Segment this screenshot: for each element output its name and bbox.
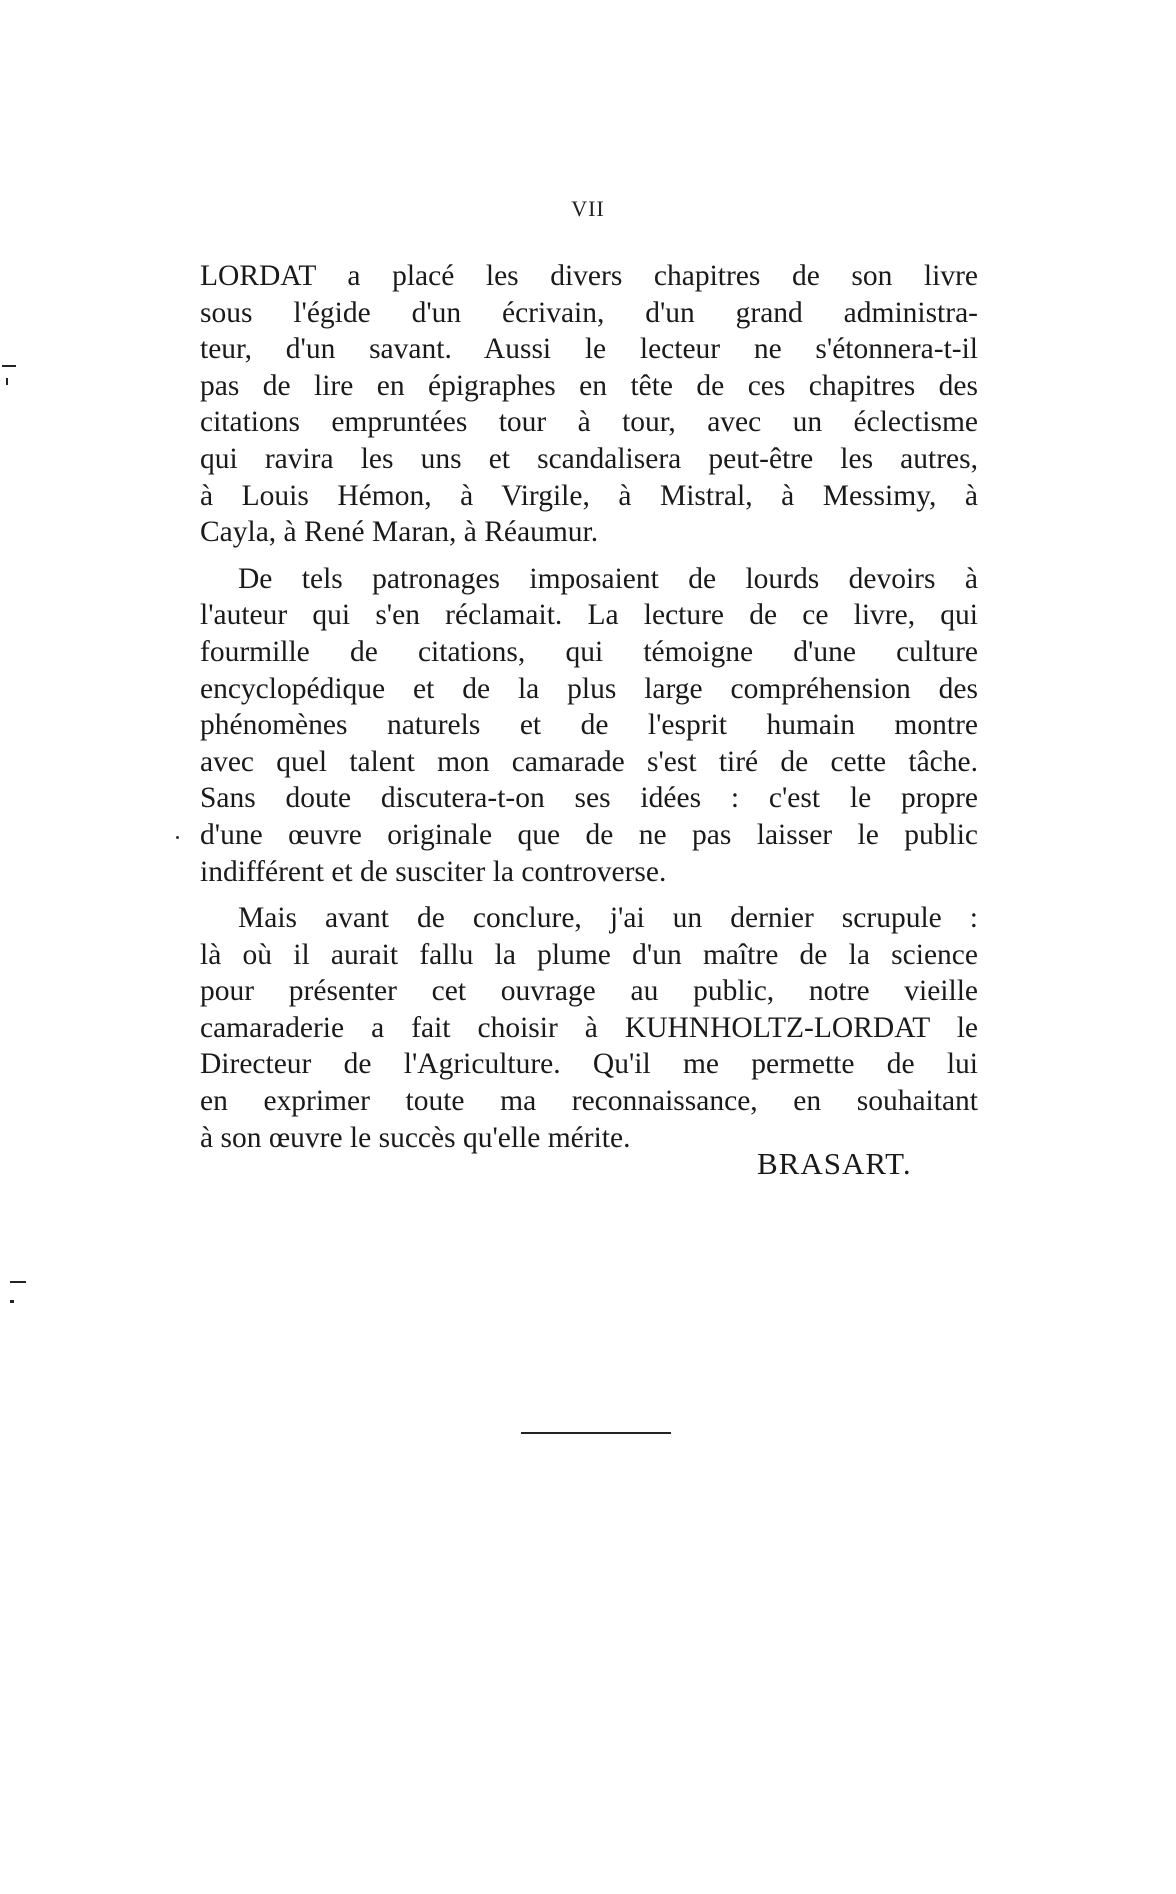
page-number: VII <box>571 196 605 221</box>
text-line: d'une œuvre originale que de ne pas laisser le public <box>200 818 978 851</box>
text-line: fourmille de citations, qui témoigne d'une culture <box>200 635 978 668</box>
text-line: encyclopédique et de la plus large compréhension des <box>200 672 978 705</box>
text-line: l'auteur qui s'en réclamait. La lecture de ce livre, qui <box>200 599 978 632</box>
text-line: De tels patronages imposaient de lourds devoirs à <box>238 562 978 595</box>
text-line: à Louis Hémon, à Virgile, à Mistral, à Messimy, à <box>200 479 978 512</box>
text-line: Directeur de l'Agriculture. Qu'il me permette de lui <box>200 1048 978 1081</box>
text-line: Mais avant de conclure, j'ai un dernier scrupule : <box>238 902 978 935</box>
margin-mark <box>10 1281 26 1283</box>
margin-dot <box>176 836 179 839</box>
text-line: teur, d'un savant. Aussi le lecteur ne s'étonnera-t-il <box>200 333 978 366</box>
text-line: Sans doute discutera-t-on ses idées : c'est le propre <box>200 782 978 815</box>
text-line: sous l'égide d'un écrivain, d'un grand administra- <box>200 296 978 329</box>
text-line: pas de lire en épigraphes en tête de ces chapitres des <box>200 369 978 402</box>
margin-mark <box>6 378 8 385</box>
signature: BRASART. <box>757 1146 912 1181</box>
margin-mark <box>10 1300 14 1303</box>
text-line: phénomènes naturels et de l'esprit humain montre <box>200 709 978 742</box>
text-line: à son œuvre le succès qu'elle mérite. <box>200 1121 631 1154</box>
margin-mark <box>2 365 16 367</box>
text-line: indifférent et de susciter la controverse. <box>200 855 667 888</box>
paragraph-2 <box>200 561 978 890</box>
text-line: avec quel talent mon camarade s'est tiré de cette tâche. <box>200 745 978 778</box>
text-line: Cayla, à René Maran, à Réaumur. <box>200 516 599 549</box>
text-line: citations empruntées tour à tour, avec un éclectisme <box>200 406 978 439</box>
paragraph-1 <box>200 258 978 551</box>
decorative-rule <box>521 1432 671 1434</box>
body-text <box>200 258 978 1156</box>
text-line: là où il aurait fallu la plume d'un maître de la science <box>200 938 978 971</box>
paragraph-3 <box>200 900 978 1156</box>
text-line: qui ravira les uns et scandalisera peut-être les autres, <box>200 442 978 475</box>
text-line: en exprimer toute ma reconnaissance, en souhaitant <box>200 1085 978 1118</box>
text-line: camaraderie a fait choisir à KUHNHOLTZ-LORDAT le <box>200 1011 978 1044</box>
text-line: pour présenter cet ouvrage au public, notre vieille <box>200 975 978 1008</box>
text-line: LORDAT a placé les divers chapitres de son livre <box>200 260 978 292</box>
